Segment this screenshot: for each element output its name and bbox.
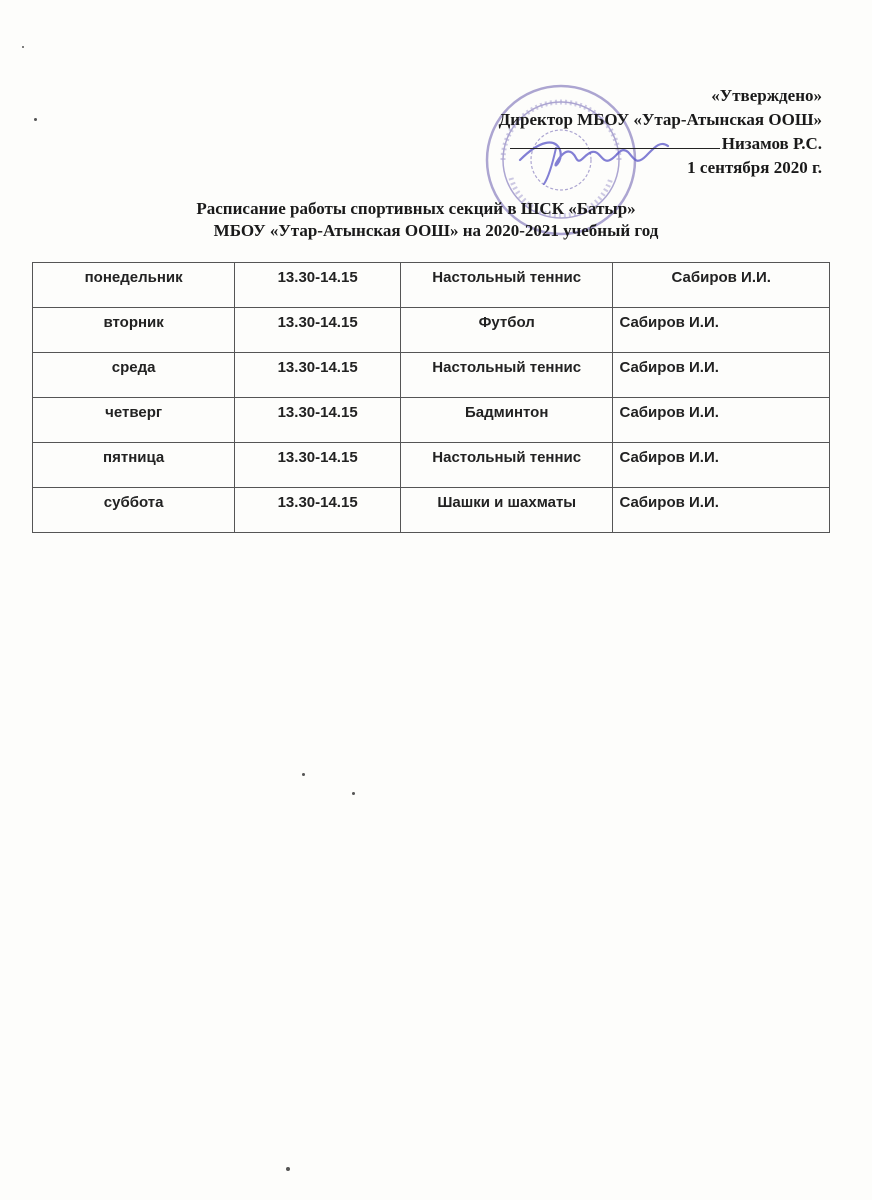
director-signature-line: [499, 132, 822, 156]
time-cell: 13.30-14.15: [235, 443, 401, 488]
time-cell: 13.30-14.15: [235, 353, 401, 398]
table-row: [33, 398, 830, 443]
approval-block: [499, 84, 822, 180]
teacher-cell: Сабиров И.И.: [613, 488, 830, 533]
section-cell: Шашки и шахматы: [400, 488, 612, 533]
section-cell: Настольный теннис: [400, 263, 612, 308]
day-cell: четверг: [33, 398, 235, 443]
day-cell: среда: [33, 353, 235, 398]
section-cell: Настольный теннис: [400, 443, 612, 488]
day-cell: пятница: [33, 443, 235, 488]
day-cell: вторник: [33, 308, 235, 353]
table-row: [33, 308, 830, 353]
schedule-table: [32, 262, 830, 533]
teacher-cell: Сабиров И.И.: [613, 443, 830, 488]
scan-speck: [34, 118, 37, 121]
teacher-cell: Сабиров И.И.: [613, 353, 830, 398]
scan-speck: [286, 1167, 290, 1171]
day-cell: понедельник: [33, 263, 235, 308]
signature-underline: [510, 133, 720, 149]
day-cell: суббота: [33, 488, 235, 533]
time-cell: 13.30-14.15: [235, 263, 401, 308]
scan-speck: [352, 792, 355, 795]
teacher-cell: Сабиров И.И.: [613, 398, 830, 443]
director-title: Директор МБОУ «Утар-Атынская ООШ»: [498, 110, 822, 129]
section-cell: Настольный теннис: [400, 353, 612, 398]
teacher-cell: Сабиров И.И.: [613, 308, 830, 353]
title-line-2: МБОУ «Утар-Атынская ООШ» на 2020-2021 учебный год: [213, 221, 659, 240]
table-row: [33, 488, 830, 533]
time-cell: 13.30-14.15: [235, 398, 401, 443]
document-title: [0, 198, 872, 242]
teacher-cell: Сабиров И.И.: [613, 263, 830, 308]
table-row: [33, 443, 830, 488]
section-cell: Бадминтон: [400, 398, 612, 443]
director-name: Низамов Р.С.: [721, 134, 822, 153]
approval-heading: «Утверждено»: [711, 86, 822, 105]
title-line-1: Расписание работы спортивных секций в ШСК «Батыр»: [196, 199, 636, 218]
time-cell: 13.30-14.15: [235, 488, 401, 533]
time-cell: 13.30-14.15: [235, 308, 401, 353]
table-row: [33, 353, 830, 398]
section-cell: Футбол: [400, 308, 612, 353]
scan-speck: [22, 46, 24, 48]
approval-date: 1 сентября 2020 г.: [687, 158, 822, 177]
table-row: [33, 263, 830, 308]
scan-speck: [302, 773, 305, 776]
